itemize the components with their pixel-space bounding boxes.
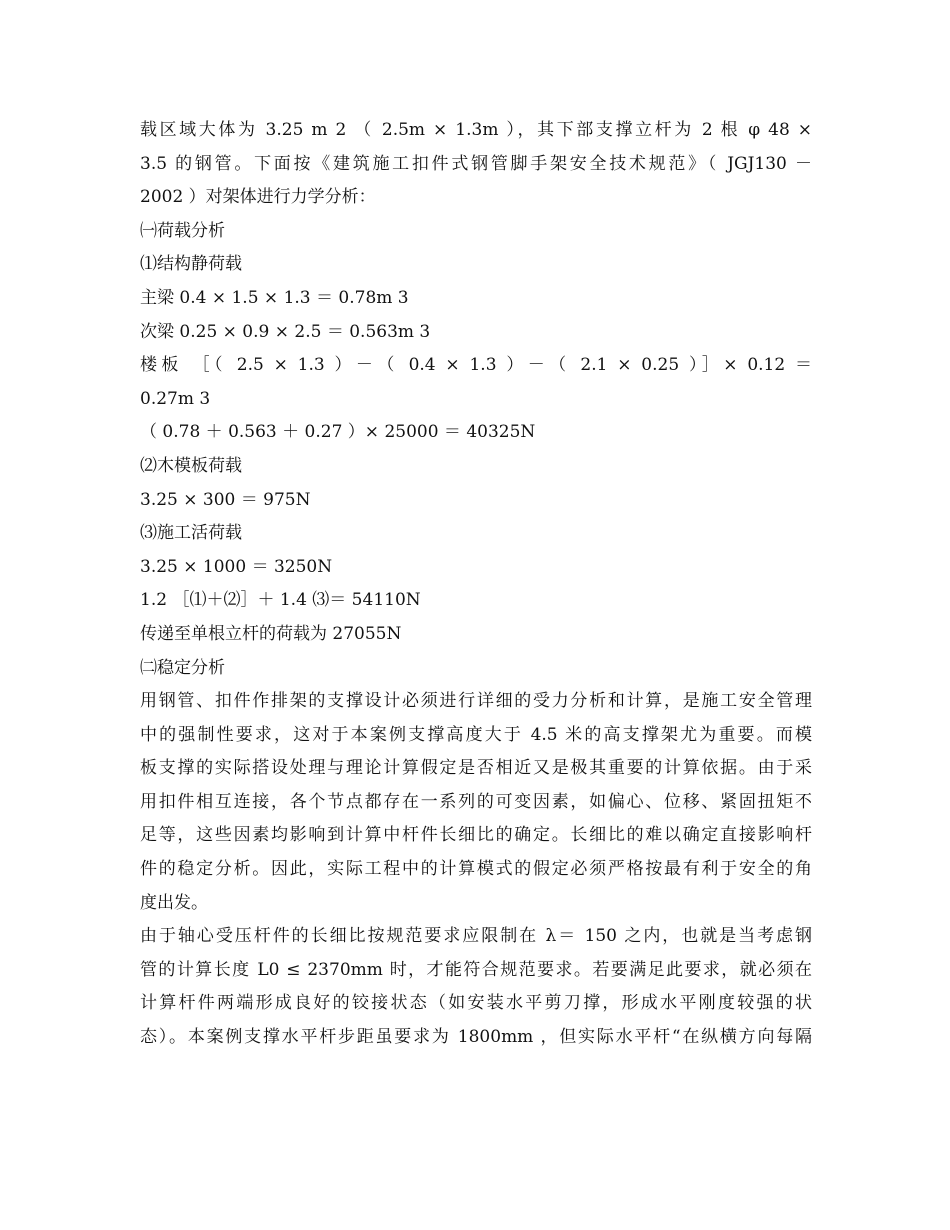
- formula-line: 3.25 × 300 ＝ 975N: [140, 489, 311, 510]
- paragraph-line: 态）。本案例支撑水平杆步距虽要求为 1800mm ，但实际水平杆“在纵横方向每隔: [140, 1027, 812, 1048]
- formula-line: 次梁 0.25 × 0.9 × 2.5 ＝ 0.563m 3: [140, 321, 431, 342]
- formula-line: 3.25 × 1000 ＝ 3250N: [140, 556, 333, 577]
- text-line: 3.5 的钢管。下面按《建筑施工扣件式钢管脚手架安全技术规范》（ JGJ130 －: [140, 153, 812, 174]
- paragraph-line: 管的计算长度 L0 ≤ 2370mm 时，才能符合规范要求。若要满足此要求，就必须在: [140, 959, 812, 980]
- paragraph-line: 度出发。: [140, 892, 208, 913]
- text-line: 传递至单根立杆的荷载为 27055N: [140, 623, 402, 644]
- text-line: 载区域大体为 3.25 m 2 （ 2.5m × 1.3m ），其下部支撑立杆为 2 根 φ 48 ×: [140, 120, 812, 140]
- formula-line: 0.27m 3: [140, 388, 211, 409]
- text-line: 2002 ）对架体进行力学分析：: [140, 187, 376, 208]
- paragraph-line: 计算杆件两端形成良好的铰接状态（如安装水平剪刀撑，形成水平刚度较强的状: [140, 993, 812, 1014]
- formula-line: （ 0.78 ＋ 0.563 ＋ 0.27 ）× 25000 ＝ 40325N: [140, 422, 536, 443]
- document-body: [140, 114, 812, 1055]
- paragraph-line: 中的强制性要求，这对于本案例支撑高度大于 4.5 米的高支撑架尤为重要。而模: [140, 724, 812, 745]
- formula-line: 楼板 ［（ 2.5 × 1.3 ）－（ 0.4 × 1.3 ）－（ 2.1 × 0.25 ）］× 0.12 ＝: [140, 355, 812, 376]
- section-heading: ㈡稳定分析: [140, 657, 225, 678]
- paragraph-line: 件的稳定分析。因此，实际工程中的计算模式的假定必须严格按最有利于安全的角: [140, 859, 812, 880]
- formula-line: 1.2 ［⑴＋⑵］＋ 1.4 ⑶＝ 54110N: [140, 590, 421, 611]
- paragraph-line: 用钢管、扣件作排架的支撑设计必须进行详细的受力分析和计算，是施工安全管理: [140, 691, 812, 712]
- paragraph-line: 由于轴心受压杆件的长细比按规范要求应限制在 λ＝ 150 之内，也就是当考虑钢: [140, 926, 812, 947]
- section-heading: ㈠荷载分析: [140, 220, 225, 241]
- paragraph-line: 板支撑的实际搭设处理与理论计算假定是否相近又是极其重要的计算依据。由于采: [140, 758, 812, 779]
- paragraph-line: 用扣件相互连接，各个节点都存在一系列的可变因素，如偏心、位移、紧固扭矩不: [140, 791, 812, 812]
- subsection-heading: ⑵木模板荷载: [140, 455, 242, 476]
- subsection-heading: ⑴结构静荷载: [140, 254, 242, 275]
- subsection-heading: ⑶施工活荷载: [140, 523, 242, 544]
- formula-line: 主梁 0.4 × 1.5 × 1.3 ＝ 0.78m 3: [140, 287, 409, 308]
- paragraph-line: 足等，这些因素均影响到计算中杆件长细比的确定。长细比的难以确定直接影响杆: [140, 825, 812, 846]
